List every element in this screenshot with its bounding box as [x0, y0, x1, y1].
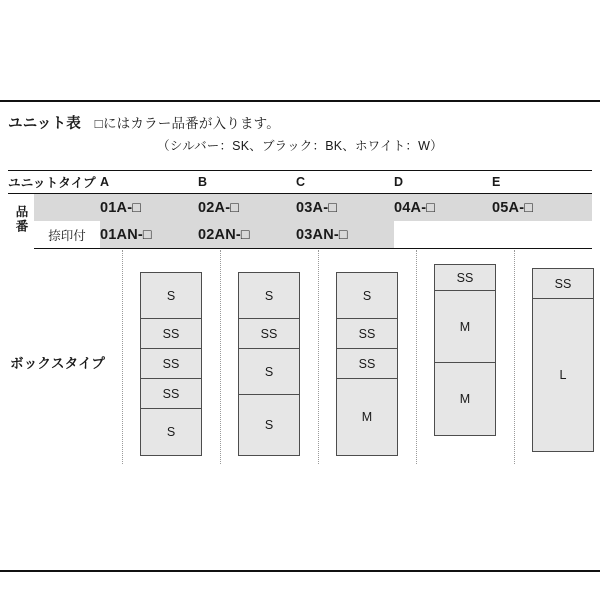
- header-unit-type: ユニットタイプ: [8, 171, 100, 194]
- column-separator-e: [514, 250, 515, 464]
- cell-d-empty: [394, 221, 492, 249]
- cell-e-05a: 05A-□: [492, 194, 592, 222]
- cell-d-04a: 04A-□: [394, 194, 492, 222]
- box-stack-c: [336, 272, 398, 456]
- page-title-note: □にはカラー品番が入ります。: [80, 116, 280, 131]
- box-cell-b-4: S: [264, 418, 274, 432]
- table-row: [8, 194, 592, 222]
- box-cell-a-4: SS: [141, 379, 201, 409]
- header-col-e: E: [492, 171, 592, 194]
- box-cell-d-1: SS: [435, 265, 495, 291]
- box-cell-a-5: S: [166, 425, 176, 439]
- row-group-label-hinban: 品番: [14, 205, 28, 235]
- boxtype-row-label: ボックスタイプ: [10, 356, 106, 371]
- box-cell-c-2: SS: [337, 319, 397, 349]
- boxtype-diagram: [8, 254, 592, 570]
- top-rule: [0, 100, 600, 102]
- box-cell-e-2: L: [559, 368, 567, 382]
- column-separator-d: [416, 250, 417, 464]
- header-col-d: D: [394, 171, 492, 194]
- box-cell-b-1: S: [239, 273, 299, 319]
- box-cell-d-3: M: [459, 392, 471, 406]
- cell-a-01an: 01AN-□: [100, 221, 198, 249]
- cell-b-02an: 02AN-□: [198, 221, 296, 249]
- box-cell-c-3: SS: [337, 349, 397, 379]
- box-cell-a-2: SS: [141, 319, 201, 349]
- unit-table: [8, 170, 592, 249]
- box-stack-e: [532, 268, 594, 452]
- cell-c-03a: 03A-□: [296, 194, 394, 222]
- color-code-note: （シルバー：SK、ブラック：BK、ホワイト：W）: [157, 139, 443, 153]
- header-col-c: C: [296, 171, 394, 194]
- column-separator-c: [318, 250, 319, 464]
- cell-b-02a: 02A-□: [198, 194, 296, 222]
- header-col-a: A: [100, 171, 198, 194]
- box-stack-b: [238, 272, 300, 456]
- box-cell-e-1: SS: [533, 269, 593, 299]
- page-title: [8, 112, 592, 133]
- table-header-row: [8, 171, 592, 194]
- header-col-b: B: [198, 171, 296, 194]
- box-cell-a-3: SS: [141, 349, 201, 379]
- cell-c-03an: 03AN-□: [296, 221, 394, 249]
- page-title-main: ユニット表: [8, 116, 81, 132]
- box-cell-c-4: M: [361, 410, 373, 424]
- box-cell-b-2: SS: [239, 319, 299, 349]
- cell-e-empty: [492, 221, 592, 249]
- column-separator-a: [122, 250, 123, 464]
- row-sub-label-plain: [34, 194, 100, 222]
- column-separator-b: [220, 250, 221, 464]
- box-stack-a: [140, 272, 202, 456]
- bottom-rule: [0, 570, 600, 572]
- cell-a-01a: 01A-□: [100, 194, 198, 222]
- box-cell-d-2: M: [435, 291, 495, 363]
- row-sub-label-stamped: 捺印付: [34, 221, 100, 249]
- box-cell-c-1: S: [337, 273, 397, 319]
- table-row: [8, 221, 592, 249]
- box-stack-d: [434, 264, 496, 436]
- box-cell-a-1: S: [141, 273, 201, 319]
- box-cell-b-3: S: [239, 349, 299, 395]
